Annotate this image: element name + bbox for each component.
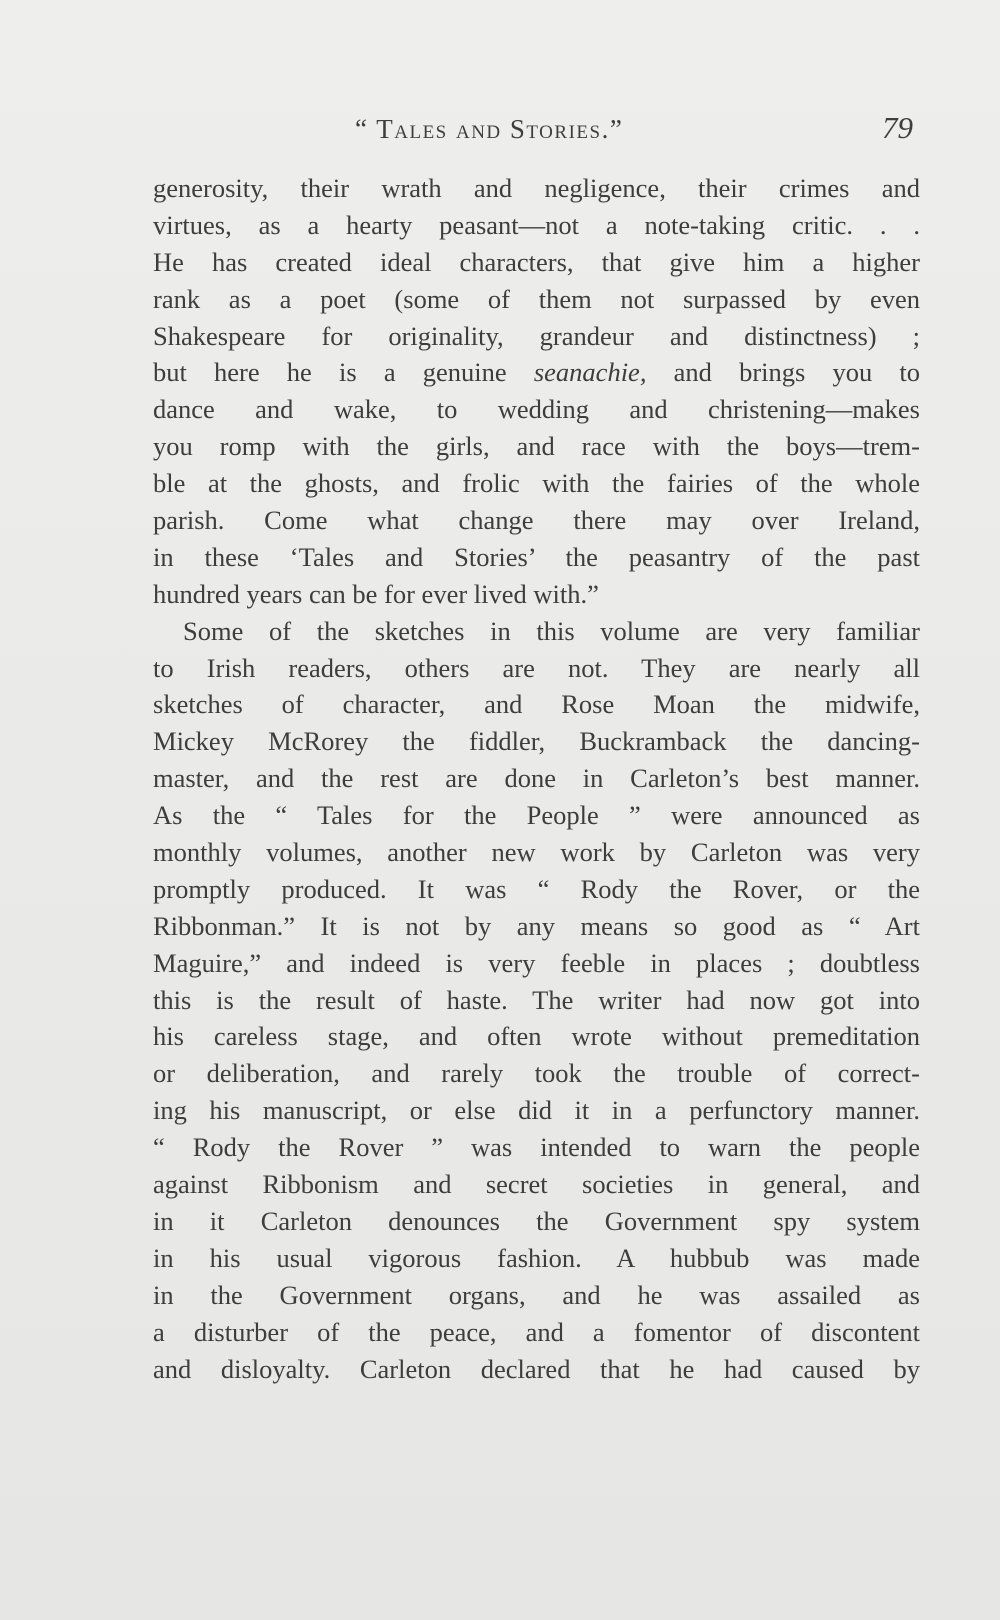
italic-word-seanachie: seanachie, bbox=[533, 357, 647, 388]
text-line: sketches of character, and Rose Moan the midwife, bbox=[153, 689, 920, 720]
text-line: hundred years can be for ever lived with.” bbox=[153, 578, 599, 609]
text-line: his careless stage, and often wrote without premeditation bbox=[153, 1021, 920, 1052]
text-line: ing his manuscript, or else did it in a perfunctory manner. bbox=[153, 1095, 920, 1126]
text-line: or deliberation, and rarely took the trouble of correct- bbox=[153, 1058, 920, 1089]
text-line: virtues, as a hearty peasant—not a note-taking critic. . . bbox=[153, 209, 920, 240]
running-head bbox=[155, 110, 917, 150]
text-line: dance and wake, to wedding and christening—makes bbox=[153, 394, 920, 425]
text-line: in the Government organs, and he was assailed as bbox=[153, 1279, 920, 1310]
text-line: master, and the rest are done in Carleton’s best manner. bbox=[153, 763, 920, 794]
text-line: Maguire,” and indeed is very feeble in places ; doubtless bbox=[153, 947, 920, 978]
body-text bbox=[153, 170, 920, 1387]
text-segment: but here he is a genuine bbox=[153, 357, 507, 388]
text-line: monthly volumes, another new work by Carleton was very bbox=[153, 837, 920, 868]
text-line: parish. Come what change there may over Ireland, bbox=[153, 505, 920, 536]
paragraph-start-line: Some of the sketches in this volume are very familiar bbox=[183, 615, 920, 646]
text-line: Ribbonman.” It is not by any means so good as “ Art bbox=[153, 910, 920, 941]
text-line-with-italic bbox=[153, 354, 920, 391]
text-line: in these ‘Tales and Stories’ the peasantry of the past bbox=[153, 541, 920, 572]
text-line: this is the result of haste. The writer had now got into bbox=[153, 984, 920, 1015]
text-line: Shakespeare for originality, grandeur and distinctness) ; bbox=[153, 320, 920, 351]
text-line: “ Rody the Rover ” was intended to warn the people bbox=[153, 1132, 920, 1163]
text-segment: and brings you to bbox=[673, 357, 921, 388]
page-number: 79 bbox=[882, 110, 913, 145]
text-line: you romp with the girls, and race with the boys—trem- bbox=[153, 431, 920, 462]
text-line: rank as a poet (some of them not surpassed by even bbox=[153, 283, 920, 314]
text-line: promptly produced. It was “ Rody the Rover, or the bbox=[153, 873, 920, 904]
text-line: and disloyalty. Carleton declared that he had caused by bbox=[153, 1353, 920, 1384]
text-line: As the “ Tales for the People ” were announced as bbox=[153, 800, 920, 831]
text-line: He has created ideal characters, that give him a higher bbox=[153, 246, 920, 277]
text-line: ble at the ghosts, and frolic with the fairies of the whole bbox=[153, 468, 920, 499]
text-line: Mickey McRorey the fiddler, Buckramback the dancing- bbox=[153, 726, 920, 757]
text-line: to Irish readers, others are not. They are nearly all bbox=[153, 652, 920, 683]
text-line: in his usual vigorous fashion. A hubbub was made bbox=[153, 1242, 920, 1273]
text-line: against Ribbonism and secret societies in general, and bbox=[153, 1169, 920, 1200]
text-line: a disturber of the peace, and a fomentor of discontent bbox=[153, 1316, 920, 1347]
text-line: in it Carleton denounces the Government spy system bbox=[153, 1205, 920, 1236]
running-title: “ Tales and Stories.” bbox=[355, 114, 624, 144]
text-line: generosity, their wrath and negligence, their crimes and bbox=[153, 173, 920, 203]
